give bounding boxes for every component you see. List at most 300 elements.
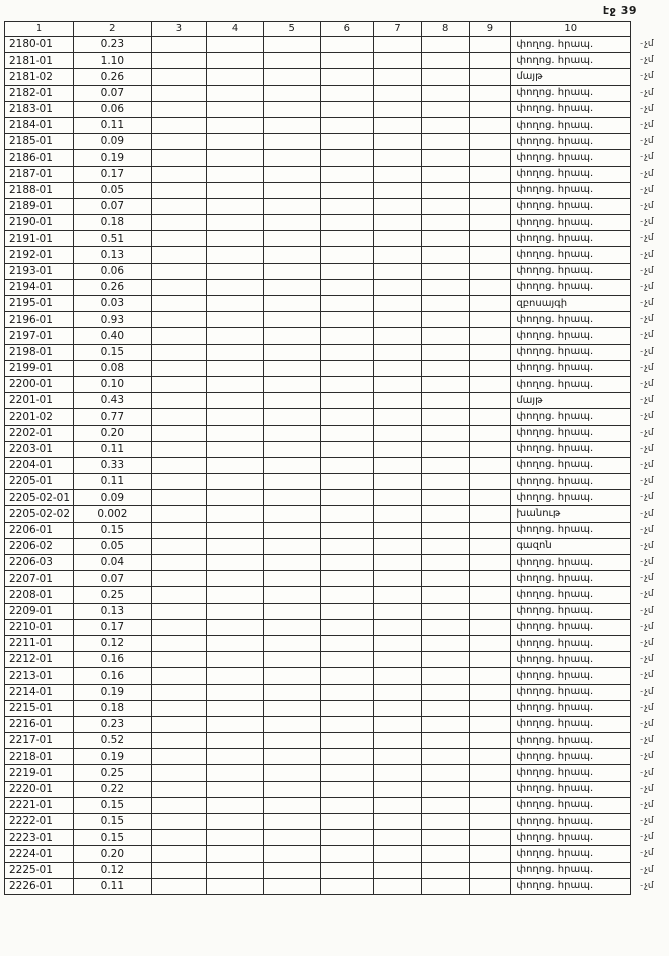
area-value-cell: 0.06 <box>74 263 152 279</box>
empty-cell <box>421 53 469 69</box>
empty-cell <box>374 312 422 328</box>
empty-cell <box>263 328 320 344</box>
empty-cell <box>320 538 374 554</box>
empty-cell <box>469 344 511 360</box>
table-row <box>5 150 669 166</box>
empty-cell <box>320 830 374 846</box>
empty-cell <box>263 117 320 133</box>
empty-cell <box>320 814 374 830</box>
empty-cell <box>320 101 374 117</box>
empty-cell <box>469 538 511 554</box>
table-row <box>5 198 669 214</box>
empty-cell <box>374 328 422 344</box>
empty-cell <box>207 441 264 457</box>
parcel-id-cell: 2215-01 <box>5 700 74 716</box>
empty-cell <box>207 797 264 813</box>
area-value-cell: 0.17 <box>74 166 152 182</box>
empty-cell <box>374 198 422 214</box>
empty-cell <box>207 360 264 376</box>
empty-cell <box>421 393 469 409</box>
column-header: 2 <box>74 22 152 37</box>
empty-cell <box>207 668 264 684</box>
table-row <box>5 684 669 700</box>
empty-cell <box>263 376 320 392</box>
empty-cell <box>469 409 511 425</box>
empty-cell <box>320 69 374 85</box>
empty-cell <box>421 69 469 85</box>
empty-cell <box>320 684 374 700</box>
parcel-id-cell: 2225-01 <box>5 862 74 878</box>
land-use-cell: փողոց. հրապ. <box>511 312 631 328</box>
empty-cell <box>151 182 207 198</box>
empty-cell <box>207 878 264 894</box>
land-use-cell: փողոց. հրապ. <box>511 279 631 295</box>
margin-note: ֊ չմ <box>631 619 669 635</box>
empty-cell <box>374 101 422 117</box>
table-row <box>5 700 669 716</box>
empty-cell <box>207 69 264 85</box>
parcel-id-cell: 2206-03 <box>5 555 74 571</box>
table-row <box>5 555 669 571</box>
table-row <box>5 457 669 473</box>
table-row <box>5 878 669 894</box>
land-use-cell: փողոց. հրապ. <box>511 198 631 214</box>
area-value-cell: 0.20 <box>74 846 152 862</box>
land-use-cell: փողոց. հրապ. <box>511 376 631 392</box>
parcel-id-cell: 2216-01 <box>5 716 74 732</box>
column-header: 1 <box>5 22 74 37</box>
empty-cell <box>263 474 320 490</box>
empty-cell <box>374 279 422 295</box>
area-value-cell: 0.07 <box>74 571 152 587</box>
empty-cell <box>374 603 422 619</box>
area-value-cell: 0.05 <box>74 182 152 198</box>
empty-cell <box>374 716 422 732</box>
empty-cell <box>421 668 469 684</box>
area-value-cell: 0.40 <box>74 328 152 344</box>
land-use-cell: փողոց. հրապ. <box>511 215 631 231</box>
margin-note: ֊ չմ <box>631 555 669 571</box>
empty-cell <box>207 700 264 716</box>
empty-cell <box>469 555 511 571</box>
margin-note: ֊ չմ <box>631 328 669 344</box>
empty-cell <box>374 765 422 781</box>
area-value-cell: 0.13 <box>74 603 152 619</box>
land-use-cell: մայթ <box>511 69 631 85</box>
area-value-cell: 0.16 <box>74 652 152 668</box>
empty-cell <box>469 101 511 117</box>
empty-cell <box>469 231 511 247</box>
empty-cell <box>320 797 374 813</box>
empty-cell <box>421 344 469 360</box>
margin-note: ֊ չմ <box>631 360 669 376</box>
parcel-id-cell: 2206-02 <box>5 538 74 554</box>
area-value-cell: 1.10 <box>74 53 152 69</box>
table-row <box>5 506 669 522</box>
parcel-id-cell: 2205-01 <box>5 474 74 490</box>
empty-cell <box>421 635 469 651</box>
empty-cell <box>151 506 207 522</box>
table-row <box>5 409 669 425</box>
area-value-cell: 0.002 <box>74 506 152 522</box>
parcel-id-cell: 2197-01 <box>5 328 74 344</box>
table-row <box>5 53 669 69</box>
empty-cell <box>421 749 469 765</box>
area-value-cell: 0.16 <box>74 668 152 684</box>
empty-cell <box>207 425 264 441</box>
table-row <box>5 425 669 441</box>
parcel-id-cell: 2186-01 <box>5 150 74 166</box>
parcel-id-cell: 2190-01 <box>5 215 74 231</box>
empty-cell <box>421 571 469 587</box>
empty-cell <box>207 182 264 198</box>
table-row <box>5 360 669 376</box>
empty-cell <box>320 134 374 150</box>
area-value-cell: 0.17 <box>74 619 152 635</box>
empty-cell <box>207 862 264 878</box>
area-value-cell: 0.77 <box>74 409 152 425</box>
land-use-cell: փողոց. հրապ. <box>511 603 631 619</box>
empty-cell <box>469 85 511 101</box>
empty-cell <box>469 506 511 522</box>
empty-cell <box>374 409 422 425</box>
empty-cell <box>263 733 320 749</box>
empty-cell <box>207 263 264 279</box>
empty-cell <box>469 846 511 862</box>
empty-cell <box>421 166 469 182</box>
empty-cell <box>207 652 264 668</box>
empty-cell <box>374 619 422 635</box>
empty-cell <box>151 69 207 85</box>
table-row <box>5 279 669 295</box>
column-header: 5 <box>263 22 320 37</box>
empty-cell <box>421 182 469 198</box>
margin-note: ֊ չմ <box>631 215 669 231</box>
area-value-cell: 0.09 <box>74 134 152 150</box>
area-value-cell: 0.07 <box>74 198 152 214</box>
margin-note: ֊ չմ <box>631 53 669 69</box>
empty-cell <box>320 37 374 53</box>
empty-cell <box>151 846 207 862</box>
area-value-cell: 0.07 <box>74 85 152 101</box>
empty-cell <box>263 571 320 587</box>
empty-cell <box>151 150 207 166</box>
parcel-id-cell: 2205-02-01 <box>5 490 74 506</box>
empty-cell <box>320 344 374 360</box>
empty-cell <box>207 846 264 862</box>
empty-cell <box>421 117 469 133</box>
empty-cell <box>469 652 511 668</box>
table-row <box>5 749 669 765</box>
empty-cell <box>320 490 374 506</box>
empty-cell <box>263 215 320 231</box>
land-use-cell: փողոց. հրապ. <box>511 134 631 150</box>
area-value-cell: 0.03 <box>74 296 152 312</box>
land-use-cell: զբոսայգի <box>511 296 631 312</box>
empty-cell <box>320 635 374 651</box>
empty-cell <box>320 522 374 538</box>
empty-cell <box>469 765 511 781</box>
area-value-cell: 0.10 <box>74 376 152 392</box>
empty-cell <box>207 749 264 765</box>
empty-cell <box>207 409 264 425</box>
table-row <box>5 571 669 587</box>
empty-cell <box>421 506 469 522</box>
empty-cell <box>421 603 469 619</box>
empty-cell <box>320 85 374 101</box>
empty-cell <box>263 425 320 441</box>
table-row <box>5 830 669 846</box>
land-use-cell: փողոց. հրապ. <box>511 85 631 101</box>
empty-cell <box>263 263 320 279</box>
empty-cell <box>151 441 207 457</box>
empty-cell <box>207 457 264 473</box>
empty-cell <box>374 296 422 312</box>
parcel-id-cell: 2218-01 <box>5 749 74 765</box>
margin-note: ֊ չմ <box>631 878 669 894</box>
margin-note: ֊ չմ <box>631 587 669 603</box>
empty-cell <box>263 344 320 360</box>
table-row <box>5 215 669 231</box>
table-body <box>5 37 669 895</box>
empty-cell <box>207 635 264 651</box>
column-header: 10 <box>511 22 631 37</box>
table-row <box>5 263 669 279</box>
empty-cell <box>151 700 207 716</box>
empty-cell <box>263 360 320 376</box>
empty-cell <box>263 684 320 700</box>
empty-cell <box>207 830 264 846</box>
parcel-id-cell: 2208-01 <box>5 587 74 603</box>
empty-cell <box>263 846 320 862</box>
parcel-id-cell: 2199-01 <box>5 360 74 376</box>
land-use-cell: փողոց. հրապ. <box>511 684 631 700</box>
page-number-label: էջ 39 <box>602 4 637 17</box>
area-value-cell: 0.51 <box>74 231 152 247</box>
table-row <box>5 652 669 668</box>
empty-cell <box>207 474 264 490</box>
empty-cell <box>151 781 207 797</box>
land-use-cell: փողոց. հրապ. <box>511 490 631 506</box>
empty-cell <box>320 619 374 635</box>
empty-cell <box>207 312 264 328</box>
empty-cell <box>207 37 264 53</box>
empty-cell <box>469 830 511 846</box>
empty-cell <box>469 716 511 732</box>
land-use-cell: փողոց. հրապ. <box>511 862 631 878</box>
empty-cell <box>320 328 374 344</box>
empty-cell <box>374 797 422 813</box>
empty-cell <box>374 878 422 894</box>
margin-note: ֊ չմ <box>631 376 669 392</box>
empty-cell <box>374 231 422 247</box>
empty-cell <box>374 360 422 376</box>
margin-note: ֊ չմ <box>631 474 669 490</box>
margin-note: ֊ չմ <box>631 797 669 813</box>
table-row <box>5 393 669 409</box>
empty-cell <box>421 37 469 53</box>
table-row <box>5 69 669 85</box>
empty-cell <box>421 296 469 312</box>
margin-note: ֊ չմ <box>631 263 669 279</box>
empty-cell <box>207 733 264 749</box>
empty-cell <box>263 457 320 473</box>
empty-cell <box>374 69 422 85</box>
empty-cell <box>320 53 374 69</box>
table-row <box>5 846 669 862</box>
empty-cell <box>421 409 469 425</box>
empty-cell <box>151 765 207 781</box>
empty-cell <box>151 198 207 214</box>
empty-cell <box>374 441 422 457</box>
margin-note: ֊ չմ <box>631 425 669 441</box>
land-use-cell: փողոց. հրապ. <box>511 166 631 182</box>
margin-note: ֊ չմ <box>631 69 669 85</box>
empty-cell <box>263 635 320 651</box>
empty-cell <box>207 522 264 538</box>
empty-cell <box>421 830 469 846</box>
parcel-id-cell: 2206-01 <box>5 522 74 538</box>
land-use-cell: փողոց. հրապ. <box>511 101 631 117</box>
empty-cell <box>207 279 264 295</box>
empty-cell <box>374 490 422 506</box>
empty-cell <box>263 247 320 263</box>
table-row <box>5 814 669 830</box>
empty-cell <box>469 522 511 538</box>
empty-cell <box>151 814 207 830</box>
empty-cell <box>263 506 320 522</box>
empty-cell <box>151 376 207 392</box>
table-row <box>5 716 669 732</box>
empty-cell <box>374 182 422 198</box>
empty-cell <box>207 231 264 247</box>
empty-cell <box>421 85 469 101</box>
column-header: 8 <box>421 22 469 37</box>
empty-cell <box>207 765 264 781</box>
empty-cell <box>320 231 374 247</box>
empty-cell <box>421 457 469 473</box>
empty-cell <box>151 457 207 473</box>
table-row <box>5 603 669 619</box>
table-row <box>5 85 669 101</box>
margin-note: ֊ չմ <box>631 490 669 506</box>
empty-cell <box>469 263 511 279</box>
land-use-cell: փողոց. հրապ. <box>511 830 631 846</box>
empty-cell <box>151 522 207 538</box>
land-use-cell: փողոց. հրապ. <box>511 846 631 862</box>
empty-cell <box>151 279 207 295</box>
land-use-cell: փողոց. հրապ. <box>511 474 631 490</box>
empty-cell <box>320 571 374 587</box>
empty-cell <box>151 555 207 571</box>
empty-cell <box>151 716 207 732</box>
table-row <box>5 797 669 813</box>
land-use-cell: փողոց. հրապ. <box>511 344 631 360</box>
margin-note: ֊ չմ <box>631 733 669 749</box>
empty-cell <box>151 312 207 328</box>
empty-cell <box>374 150 422 166</box>
empty-cell <box>263 765 320 781</box>
parcel-id-cell: 2200-01 <box>5 376 74 392</box>
land-use-cell: փողոց. հրապ. <box>511 878 631 894</box>
parcel-id-cell: 2195-01 <box>5 296 74 312</box>
margin-note: ֊ չմ <box>631 830 669 846</box>
empty-cell <box>421 716 469 732</box>
empty-cell <box>263 150 320 166</box>
empty-cell <box>207 393 264 409</box>
margin-note: ֊ չմ <box>631 652 669 668</box>
empty-cell <box>151 409 207 425</box>
land-use-cell: փողոց. հրապ. <box>511 797 631 813</box>
margin-note: ֊ չմ <box>631 231 669 247</box>
margin-note: ֊ չմ <box>631 716 669 732</box>
empty-cell <box>151 474 207 490</box>
table-row <box>5 441 669 457</box>
empty-cell <box>207 101 264 117</box>
empty-cell <box>374 457 422 473</box>
empty-cell <box>469 150 511 166</box>
empty-cell <box>151 538 207 554</box>
margin-note: ֊ չմ <box>631 538 669 554</box>
empty-cell <box>151 749 207 765</box>
area-value-cell: 0.43 <box>74 393 152 409</box>
table-row <box>5 37 669 53</box>
area-value-cell: 0.19 <box>74 749 152 765</box>
empty-cell <box>320 700 374 716</box>
margin-note: ֊ չմ <box>631 749 669 765</box>
parcel-id-cell: 2181-02 <box>5 69 74 85</box>
margin-note: ֊ չմ <box>631 765 669 781</box>
empty-cell <box>374 344 422 360</box>
land-use-cell: փողոց. հրապ. <box>511 700 631 716</box>
margin-note: ֊ չմ <box>631 781 669 797</box>
margin-note: ֊ չմ <box>631 85 669 101</box>
empty-cell <box>320 846 374 862</box>
empty-cell <box>263 69 320 85</box>
empty-cell <box>374 117 422 133</box>
empty-cell <box>421 797 469 813</box>
empty-cell <box>151 393 207 409</box>
empty-cell <box>263 53 320 69</box>
empty-cell <box>469 700 511 716</box>
empty-cell <box>151 134 207 150</box>
margin-note: ֊ չմ <box>631 393 669 409</box>
empty-cell <box>151 231 207 247</box>
empty-cell <box>263 652 320 668</box>
empty-cell <box>263 441 320 457</box>
empty-cell <box>469 198 511 214</box>
empty-cell <box>374 555 422 571</box>
empty-cell <box>374 166 422 182</box>
empty-cell <box>320 376 374 392</box>
parcel-table <box>4 21 669 895</box>
empty-cell <box>421 652 469 668</box>
empty-cell <box>320 425 374 441</box>
empty-cell <box>263 182 320 198</box>
empty-cell <box>207 198 264 214</box>
empty-cell <box>207 538 264 554</box>
area-value-cell: 0.23 <box>74 37 152 53</box>
parcel-id-cell: 2189-01 <box>5 198 74 214</box>
empty-cell <box>374 506 422 522</box>
column-header: 3 <box>151 22 207 37</box>
margin-note: ֊ չմ <box>631 571 669 587</box>
empty-cell <box>263 296 320 312</box>
margin-note: ֊ չմ <box>631 700 669 716</box>
empty-cell <box>320 781 374 797</box>
land-use-cell: փողոց. հրապ. <box>511 571 631 587</box>
empty-cell <box>421 538 469 554</box>
